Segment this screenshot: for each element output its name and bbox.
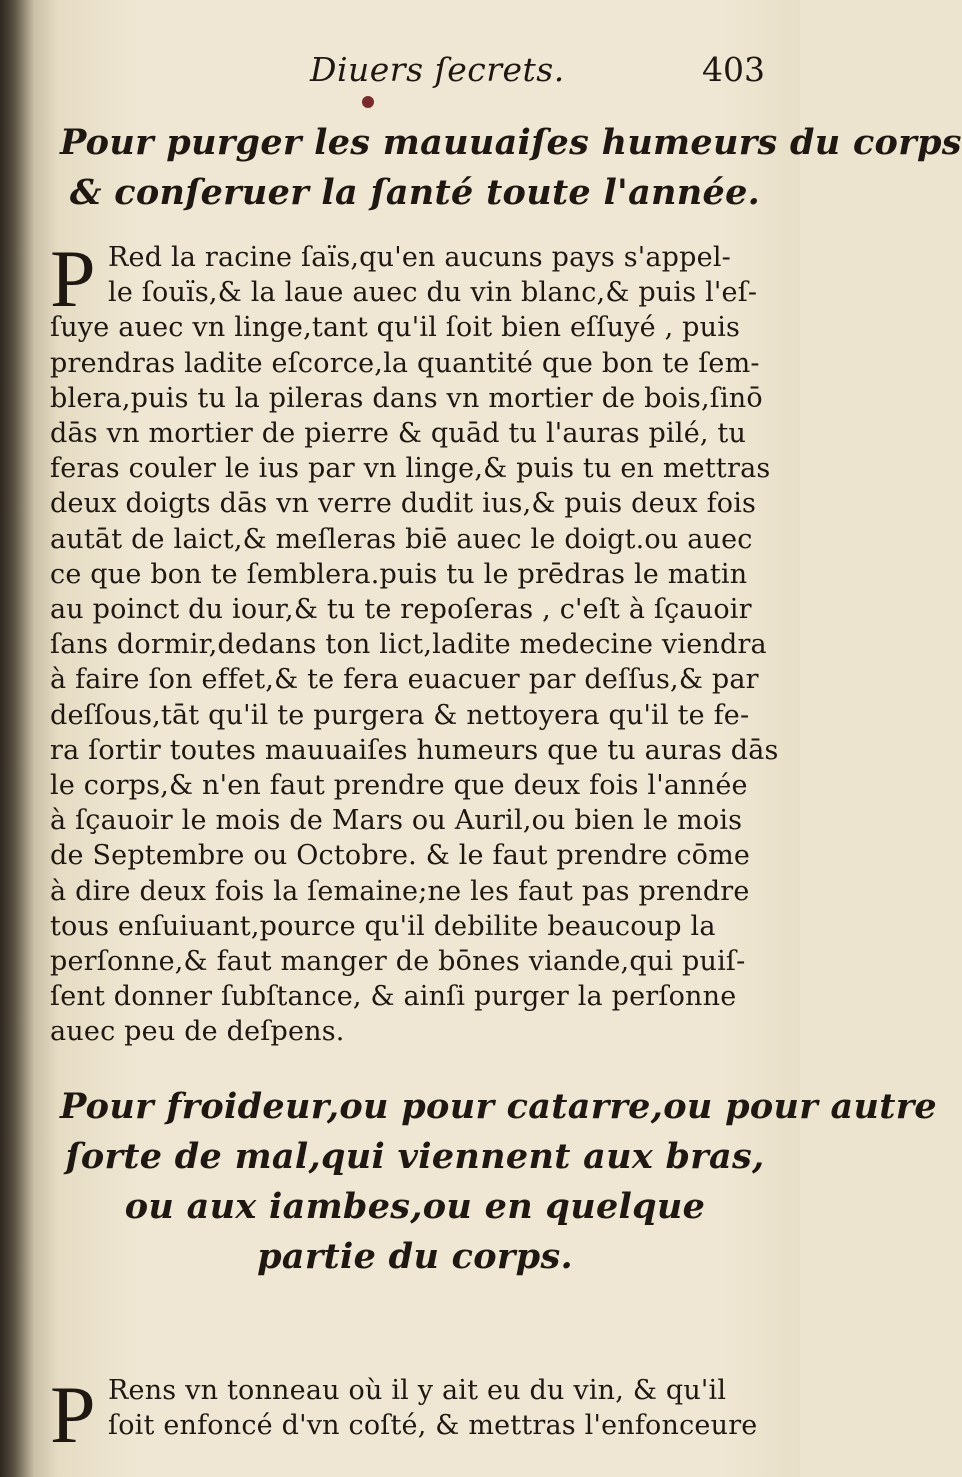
drop-cap-section1 bbox=[50, 233, 96, 324]
running-head bbox=[0, 50, 800, 100]
heading-line: ou aux iambes,ou en quelque bbox=[124, 1186, 706, 1227]
drop-cap-section2 bbox=[50, 1369, 96, 1460]
heading-line: Pour purger les mauuaiſes humeurs du corps bbox=[60, 122, 962, 163]
text-line: deſſous,tāt qu'il te purgera & nettoyera qu'il te fe- bbox=[50, 699, 750, 731]
text-line: deux doigts dās vn verre dudit ius,& puis deux fois bbox=[50, 488, 757, 520]
text-line: au poinct du iour,& tu te repoſeras , c'eſt à ſçauoir bbox=[50, 594, 752, 626]
text-line: ſoit enfoncé d'vn coſté, & mettras l'enfonceure bbox=[108, 1410, 758, 1442]
paragraph-indented-lines bbox=[108, 1373, 778, 1443]
text-line: blera,puis tu la pileras dans vn mortier de bois,ſinō bbox=[50, 382, 763, 414]
paragraph-body bbox=[50, 310, 779, 1049]
heading-line: Pour froideur,ou pour catarre,ou pour autre bbox=[60, 1086, 937, 1127]
running-title: Diuers ſecrets. bbox=[310, 50, 565, 89]
text-line: perſonne,& faut manger de bōnes viande,qui puiſ- bbox=[50, 946, 746, 978]
drop-cap-letter: P bbox=[50, 233, 96, 324]
text-line: de Septembre ou Octobre. & le faut prendre cōme bbox=[50, 840, 751, 872]
heading-line: & conſeruer la ſanté toute l'année. bbox=[69, 172, 761, 213]
paragraph-indented-lines bbox=[108, 240, 778, 310]
section-heading-purge bbox=[60, 118, 962, 218]
text-line: ce que bon te ſemblera.puis tu le prēdras le matin bbox=[50, 558, 748, 590]
text-line: à ſçauoir le mois de Mars ou Auril,ou bien le mois bbox=[50, 805, 743, 837]
text-line: prendras ladite eſcorce,la quantité que bon te ſem- bbox=[50, 347, 760, 379]
page-number: 403 bbox=[702, 50, 765, 89]
section-heading-cold bbox=[60, 1082, 937, 1282]
text-line: auec peu de deſpens. bbox=[50, 1016, 345, 1048]
text-line: ra ſortir toutes mauuaiſes humeurs que tu auras dās bbox=[50, 734, 779, 766]
text-line: à faire ſon effet,& te fera euacuer par deſſus,& par bbox=[50, 664, 759, 696]
text-line: le corps,& n'en faut prendre que deux fois l'année bbox=[50, 770, 748, 802]
text-line: ſent donner ſubſtance, & ainſi purger la perſonne bbox=[50, 981, 737, 1013]
text-line: tous enſuiuant,pource qu'il debilite beaucoup la bbox=[50, 910, 716, 942]
heading-line: partie du corps. bbox=[257, 1236, 573, 1277]
text-line: ſuye auec vn linge,tant qu'il ſoit bien eſſuyé , puis bbox=[50, 312, 741, 344]
text-line: feras couler le ius par vn linge,& puis tu en mettras bbox=[50, 453, 771, 485]
text-line: Red la racine ſaïs,qu'en aucuns pays s'appel- bbox=[108, 242, 731, 273]
text-line: le ſouïs,& la laue auec du vin blanc,& puis l'eſ- bbox=[108, 277, 758, 309]
text-line: Rens vn tonneau où il y ait eu du vin, & qu'il bbox=[108, 1375, 727, 1406]
ornament-dot bbox=[362, 96, 374, 108]
text-line: autāt de laict,& meſleras biē auec le doigt.ou auec bbox=[50, 523, 753, 555]
text-line: à dire deux fois la ſemaine;ne les faut pas prendre bbox=[50, 875, 750, 907]
text-line: ſans dormir,dedans ton lict,ladite medecine viendra bbox=[50, 629, 767, 661]
text-line: dās vn mortier de pierre & quād tu l'auras pilé, tu bbox=[50, 418, 747, 449]
heading-line: ſorte de mal,qui viennent aux bras, bbox=[65, 1136, 765, 1177]
drop-cap-letter: P bbox=[50, 1369, 96, 1460]
